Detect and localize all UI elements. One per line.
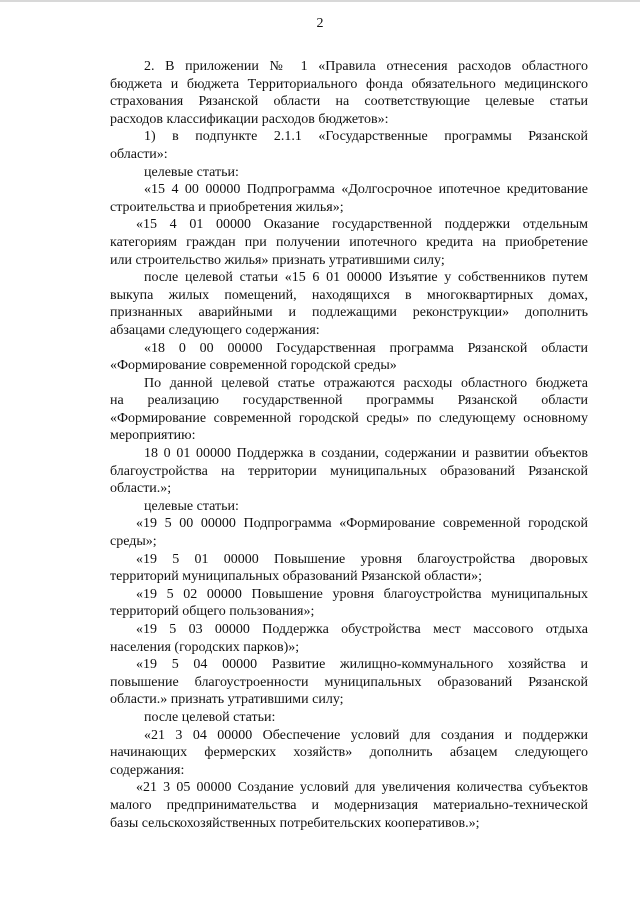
paragraph [110, 269, 588, 339]
text-line: абзацами следующего содержания: [110, 322, 320, 338]
paragraph [110, 551, 588, 586]
text-line: или строительство жилья» признать утратившими силу; [110, 252, 445, 268]
text-line: «19 5 00 00000 Подпрограмма «Формирование современной городской [136, 516, 588, 532]
text-line: целевые статьи: [144, 498, 239, 514]
text-line: базы сельскохозяйственных потребительских кооперативов.»; [110, 815, 480, 831]
text-line: начинающих фермерских хозяйств» дополнить абзацем следующего [110, 745, 588, 761]
text-line: на реализацию государственной программы Рязанской области [110, 393, 588, 409]
text-line: «19 5 02 00000 Повышение уровня благоустройства муниципальных [136, 586, 588, 602]
text-line: расходов классификации расходов бюджетов»: [110, 111, 389, 127]
text-line: «Формирование современной городской среды» по следующему основному [110, 410, 588, 426]
text-line: страхования Рязанской области на соответствующие целевые статьи [110, 94, 588, 110]
text-line: 1) в подпункте 2.1.1 «Государственные программы Рязанской [144, 129, 588, 145]
text-line: «18 0 00 00000 Государственная программа Рязанской области [144, 340, 588, 356]
text-line: области»: [110, 146, 168, 162]
text-line: «15 4 01 00000 Оказание государственной поддержки отдельным [136, 217, 588, 233]
paragraph [110, 498, 588, 516]
paragraph [110, 727, 588, 780]
paragraph [110, 779, 588, 832]
text-line: «19 5 03 00000 Поддержка обустройства мест массового отдыха [136, 622, 588, 637]
text-line: целевые статьи: [144, 164, 239, 180]
text-line: «21 3 04 00000 Обеспечение условий для создания и поддержки [144, 727, 588, 743]
page-number: 2 [316, 16, 324, 31]
paragraph [110, 340, 588, 375]
text-line: «21 3 05 00000 Создание условий для увеличения количества субъектов [136, 780, 588, 796]
scan-edge-line [0, 0, 640, 2]
text-line: территорий муниципальных образований Рязанской области»; [110, 569, 482, 585]
paragraph [110, 216, 588, 269]
text-line: малого предпринимательства и модернизация материально-технической [110, 797, 588, 813]
paragraph [110, 656, 588, 709]
text-line: выкупа жилых помещений, находящихся в многоквартирных домах, [110, 287, 588, 303]
text-line: области.» признать утратившими силу; [110, 692, 344, 708]
text-line: населения (городских парков)»; [110, 639, 300, 655]
text-line: «19 5 01 00000 Повышение уровня благоустройства дворовых [136, 551, 588, 567]
paragraph [110, 58, 588, 128]
paragraph [110, 164, 588, 182]
text-line: содержания: [110, 762, 185, 778]
paragraph [110, 128, 588, 163]
text-line: области.»; [110, 481, 172, 497]
paragraph [110, 586, 588, 621]
text-line: повышение благоустроенности муниципальных образований Рязанской [110, 674, 588, 690]
text-line: 2. В приложении № 1 «Правила отнесения расходов областного [144, 59, 588, 74]
text-line: «Формирование современной городской среды» [110, 358, 397, 374]
paragraph [110, 375, 588, 445]
paragraph [110, 621, 588, 656]
paragraph [110, 515, 588, 550]
text-line: после целевой статьи: [144, 709, 276, 725]
text-line: среды»; [110, 534, 157, 550]
paragraph [110, 445, 588, 498]
paragraph [110, 181, 588, 216]
text-line: категориям граждан при получении ипотечного кредита на приобретение [110, 234, 588, 250]
text-line: признанных аварийными и подлежащими реконструкции» дополнить [110, 305, 588, 321]
document-body [110, 58, 588, 832]
text-line: мероприятию: [110, 428, 196, 444]
text-line: территорий общего пользования»; [110, 604, 315, 620]
text-line: благоустройства на территории муниципальных образований Рязанской [110, 463, 588, 479]
text-line: строительства и приобретения жилья»; [110, 199, 344, 215]
text-line: «19 5 04 00000 Развитие жилищно-коммунального хозяйства и [136, 657, 588, 673]
text-line: 18 0 01 00000 Поддержка в создании, содержании и развитии объектов [144, 446, 588, 462]
text-line: после целевой статьи «15 6 01 00000 Изъятие у собственников путем [144, 270, 588, 286]
text-line: «15 4 00 00000 Подпрограмма «Долгосрочное ипотечное кредитование [144, 182, 588, 198]
text-line: бюджета и бюджета Территориального фонда обязательного медицинского [110, 76, 588, 92]
text-line: По данной целевой статье отражаются расходы областного бюджета [144, 375, 588, 391]
paragraph [110, 709, 588, 727]
